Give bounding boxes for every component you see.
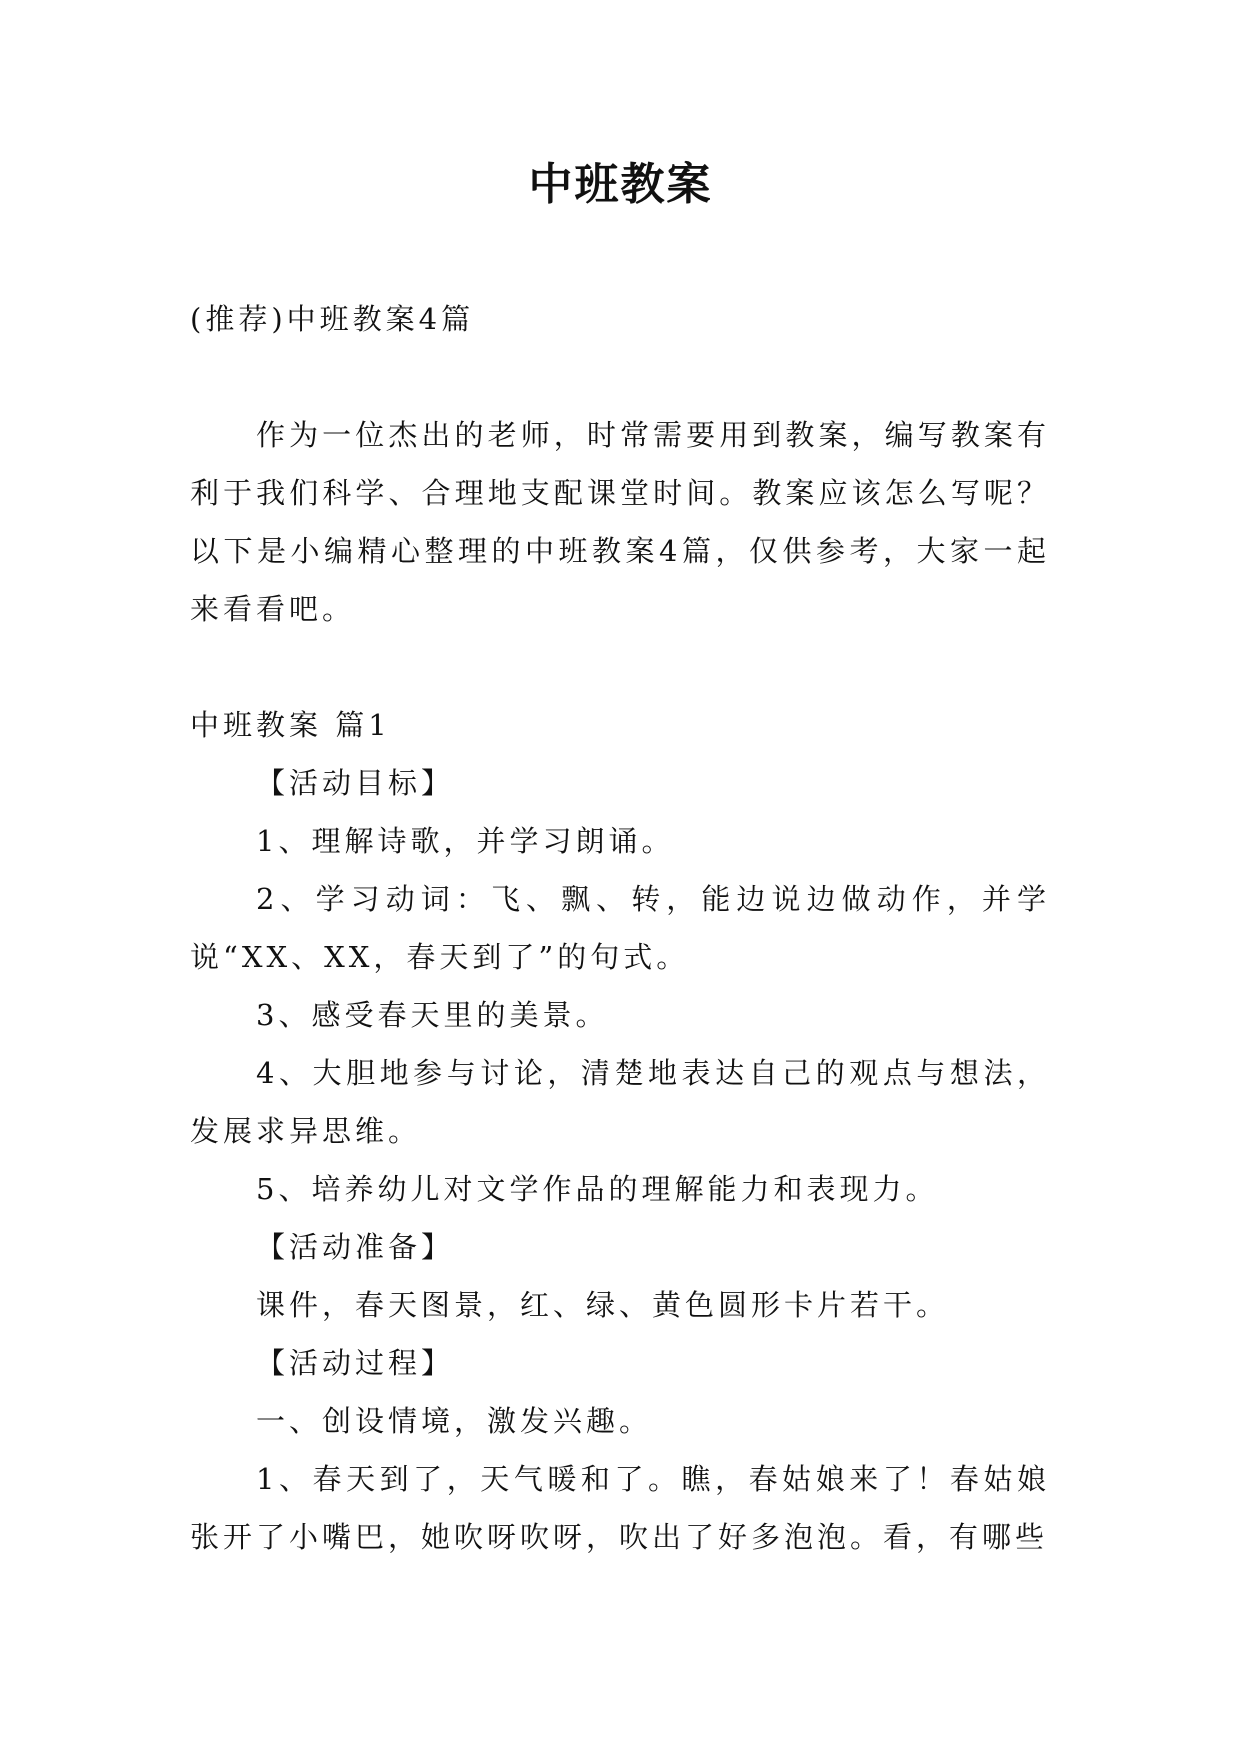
document-subtitle: (推荐)中班教案4篇: [190, 302, 475, 336]
paragraph-process-step-1: 一、创设情境，激发兴趣。: [256, 1404, 653, 1438]
paragraph-goal-4: 4、大胆地参与讨论，清楚地表达自己的观点与想法，发展求异思维。: [190, 1056, 1050, 1148]
document-body: [190, 290, 1050, 1566]
document-title: 中班教案: [528, 159, 713, 210]
paragraph-goal-5: 5、培养幼儿对文学作品的理解能力和表现力。: [256, 1172, 939, 1206]
paragraph-goal-1: 1、理解诗歌，并学习朗诵。: [256, 824, 675, 858]
paragraph-activity-prep-heading: 【活动准备】: [256, 1230, 455, 1264]
paragraph-activity-process-heading: 【活动过程】: [256, 1346, 455, 1380]
paragraph-goal-3: 3、感受春天里的美景。: [256, 998, 609, 1032]
paragraph-activity-prep: 课件，春天图景，红、绿、黄色圆形卡片若干。: [256, 1288, 950, 1322]
paragraph-activity-goals-heading: 【活动目标】: [256, 766, 455, 800]
paragraph-goal-2: 2、学习动词：飞、飘、转，能边说边做动作，并学说“XX、XX，春天到了”的句式。: [190, 882, 1050, 974]
intro-paragraph: 作为一位杰出的老师，时常需要用到教案，编写教案有利于我们科学、合理地支配课堂时间。教案应该怎么写呢？以下是小编精心整理的中班教案4篇，仅供参考，大家一起来看看吧。: [190, 418, 1050, 626]
section-heading: 中班教案 篇1: [190, 708, 391, 742]
paragraph-process-step-1-1: 1、春天到了，天气暖和了。瞧，春姑娘来了！春姑娘张开了小嘴巴，她吹呀吹呀，吹出了好多泡泡。看，有哪些: [190, 1462, 1050, 1554]
